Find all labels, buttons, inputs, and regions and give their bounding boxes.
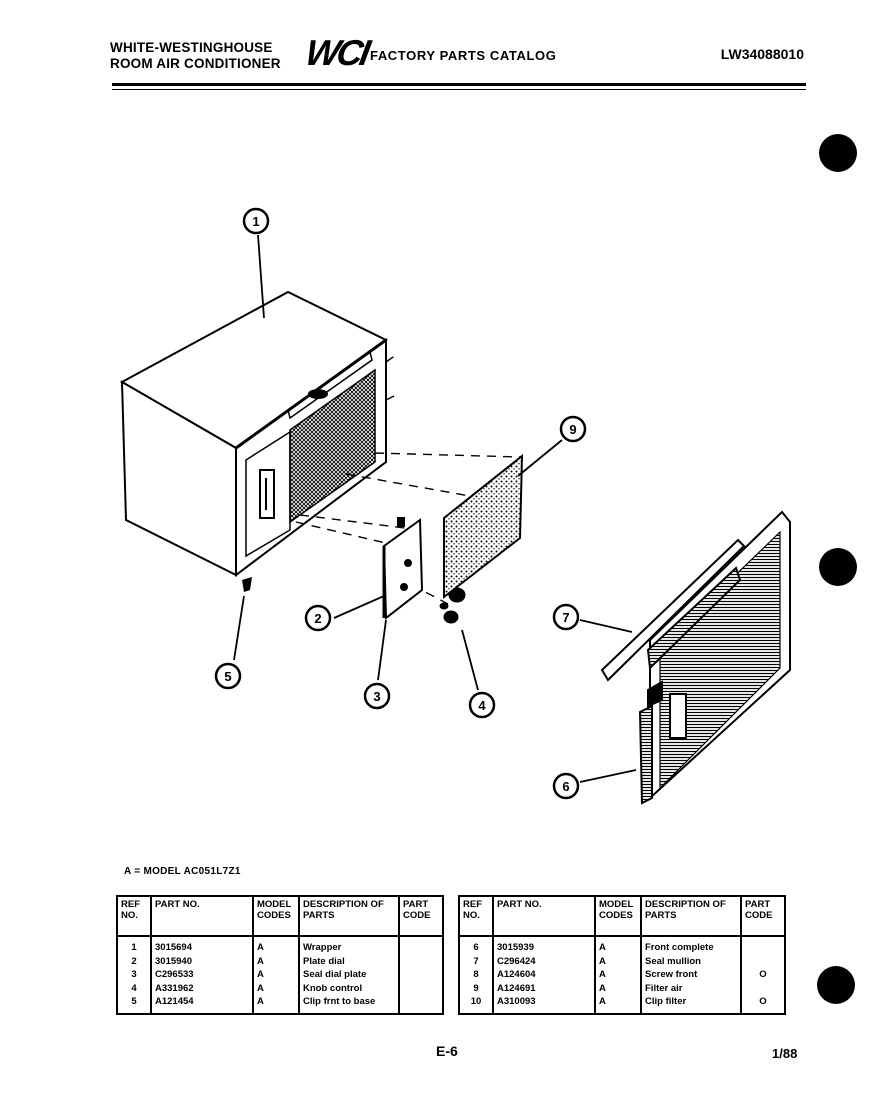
cell-part: A310093 [493, 995, 595, 1014]
svg-text:4: 4 [478, 698, 486, 713]
svg-text:7: 7 [562, 610, 570, 625]
brand-name: WHITE-WESTINGHOUSE [110, 40, 273, 55]
svg-text:5: 5 [224, 669, 232, 684]
cell-ref: 3 [117, 968, 151, 982]
cell-ref: 6 [459, 936, 493, 955]
svg-text:9: 9 [569, 422, 577, 437]
cell-ref: 1 [117, 936, 151, 955]
header-description: DESCRIPTION OF PARTS [641, 896, 741, 936]
cell-model: A [595, 936, 641, 955]
cell-ref: 10 [459, 995, 493, 1014]
cell-ref: 8 [459, 968, 493, 982]
wci-logo: WCI [302, 32, 371, 73]
header-part-no: PART NO. [493, 896, 595, 936]
cell-part: C296533 [151, 968, 253, 982]
cell-part: 3015694 [151, 936, 253, 955]
table-row [117, 936, 785, 955]
cell-desc: Front complete [641, 936, 741, 955]
punch-hole-bottom [817, 966, 855, 1004]
callout-6 [554, 774, 578, 798]
callout-3 [365, 684, 389, 708]
cell-part: A124691 [493, 982, 595, 996]
svg-text:2: 2 [314, 611, 322, 626]
dial-plate [384, 518, 422, 618]
wrapper-cabinet [122, 292, 386, 575]
cell-code [399, 995, 443, 1014]
cell-model: A [595, 995, 641, 1014]
cell-desc: Clip frnt to base [299, 995, 399, 1014]
cell-model: A [253, 968, 299, 982]
cell-part: 3015940 [151, 955, 253, 969]
cell-part: C296424 [493, 955, 595, 969]
parts-table [116, 895, 786, 1015]
cell-desc: Filter air [641, 982, 741, 996]
table-row [117, 955, 785, 969]
clip-front-to-base [242, 577, 252, 592]
cell-code [741, 936, 785, 955]
catalog-title: FACTORY PARTS CATALOG [370, 48, 557, 63]
cell-code [399, 955, 443, 969]
callout-7 [554, 605, 578, 629]
header-part-no: PART NO. [151, 896, 253, 936]
callout-1 [244, 209, 268, 233]
page-number: E-6 [436, 1043, 458, 1059]
header-part-code: PART CODE [741, 896, 785, 936]
table-row [117, 968, 785, 982]
cell-code [399, 936, 443, 955]
cell-desc: Seal mullion [641, 955, 741, 969]
cell-model: A [253, 982, 299, 996]
cell-code [741, 955, 785, 969]
svg-text:1: 1 [252, 214, 260, 229]
callout-8 [561, 417, 585, 441]
cell-ref: 5 [117, 995, 151, 1014]
air-filter [444, 456, 522, 597]
front-complete [640, 512, 790, 803]
cell-code: O [741, 995, 785, 1014]
revision-date: 1/88 [772, 1046, 798, 1061]
cell-code: O [741, 968, 785, 982]
cell-part: 3015939 [493, 936, 595, 955]
header-ref-no: REF NO. [459, 896, 493, 936]
callout-4 [470, 693, 494, 717]
cell-desc: Wrapper [299, 936, 399, 955]
header-description: DESCRIPTION OF PARTS [299, 896, 399, 936]
header-model-codes: MODEL CODES [253, 896, 299, 936]
cell-model: A [253, 995, 299, 1014]
cell-model: A [253, 955, 299, 969]
svg-text:3: 3 [373, 689, 381, 704]
cell-part: A121454 [151, 995, 253, 1014]
cell-ref: 9 [459, 982, 493, 996]
cell-desc: Clip filter [641, 995, 741, 1014]
cell-desc: Screw front [641, 968, 741, 982]
cell-model: A [595, 982, 641, 996]
header-part-code: PART CODE [399, 896, 443, 936]
cell-part: A331962 [151, 982, 253, 996]
callout-2 [306, 606, 330, 630]
cell-ref: 4 [117, 982, 151, 996]
cell-model: A [253, 936, 299, 955]
cell-model: A [595, 955, 641, 969]
cell-part: A124604 [493, 968, 595, 982]
callout-5 [216, 664, 240, 688]
cell-ref: 2 [117, 955, 151, 969]
cell-desc: Seal dial plate [299, 968, 399, 982]
cell-model: A [595, 968, 641, 982]
table-row [117, 995, 785, 1014]
header-ref-no: REF NO. [117, 896, 151, 936]
cell-code [741, 982, 785, 996]
cell-code [399, 982, 443, 996]
table-row [117, 982, 785, 996]
model-legend: A = MODEL AC051L7Z1 [124, 866, 241, 877]
document-number: LW34088010 [720, 46, 804, 62]
cell-desc: Plate dial [299, 955, 399, 969]
svg-text:6: 6 [562, 779, 570, 794]
product-line: ROOM AIR CONDITIONER [110, 56, 281, 71]
cell-code [399, 968, 443, 982]
header-model-codes: MODEL CODES [595, 896, 641, 936]
cell-ref: 7 [459, 955, 493, 969]
cell-desc: Knob control [299, 982, 399, 996]
